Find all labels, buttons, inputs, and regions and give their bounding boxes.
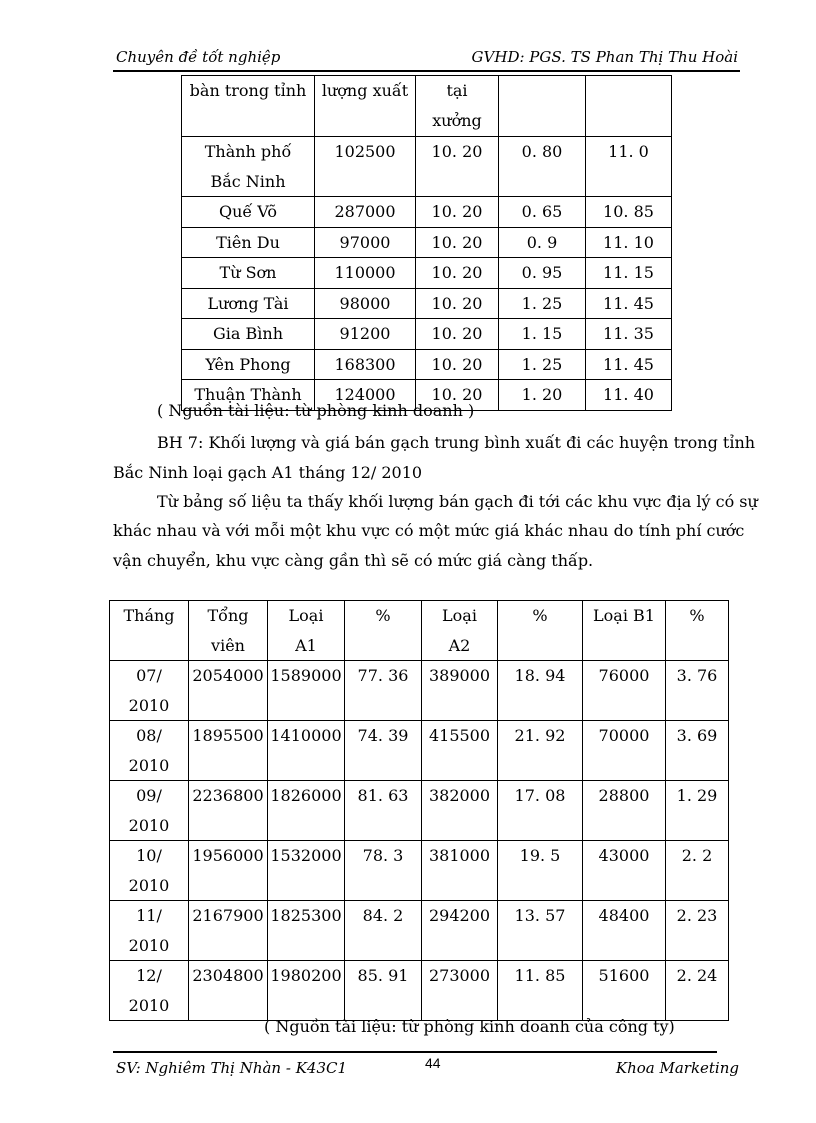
table-cell: 1589000 [268, 661, 345, 721]
table-cell: 1. 15 [499, 319, 586, 350]
table-cell: Yên Phong [182, 349, 315, 380]
table-cell: 17. 08 [498, 781, 583, 841]
table-row [110, 721, 729, 781]
table-cell: Thành phố Bắc Ninh [182, 137, 315, 197]
table-row [110, 901, 729, 961]
table-cell: 85. 91 [345, 961, 422, 1021]
table1-source: ( Nguồn tài liệu: từ phòng kinh doanh ) [157, 401, 475, 420]
table-cell: 97000 [315, 227, 416, 258]
table-cell: 13. 57 [498, 901, 583, 961]
table-cell: 11. 40 [586, 380, 672, 411]
table-cell: 11. 10 [586, 227, 672, 258]
table-cell: 07/ 2010 [110, 661, 189, 721]
table-cell: 1410000 [268, 721, 345, 781]
table-cell: 102500 [315, 137, 416, 197]
table-cell: 389000 [422, 661, 498, 721]
table-cell: 3. 69 [666, 721, 729, 781]
table-cell: 124000 [315, 380, 416, 411]
table-cell: 48400 [583, 901, 666, 961]
table-cell: 0. 80 [499, 137, 586, 197]
district-price-table [181, 75, 672, 411]
table-cell: 381000 [422, 841, 498, 901]
table-cell: Loại B1 [583, 601, 666, 661]
table-cell: % [498, 601, 583, 661]
table-cell: 11. 85 [498, 961, 583, 1021]
table-cell: 1. 25 [499, 288, 586, 319]
table-row [110, 781, 729, 841]
table-cell: bàn trong tỉnh [182, 76, 315, 137]
table-row [182, 76, 672, 137]
table-cell: Tiên Du [182, 227, 315, 258]
table-cell [499, 76, 586, 137]
table-cell: 11. 35 [586, 319, 672, 350]
table-cell: 74. 39 [345, 721, 422, 781]
table-row [110, 961, 729, 1021]
paragraph-line-1: Từ bảng số liệu ta thấy khối lượng bán gạch đi tới các khu vực địa lý có sự [157, 492, 758, 511]
table-cell: 1826000 [268, 781, 345, 841]
table-cell: 1980200 [268, 961, 345, 1021]
table-cell: 78. 3 [345, 841, 422, 901]
table-cell: 11. 0 [586, 137, 672, 197]
table-cell: 81. 63 [345, 781, 422, 841]
table-cell: 43000 [583, 841, 666, 901]
page-number: 44 [425, 1055, 441, 1071]
caption-line-1: BH 7: Khối lượng và giá bán gạch trung bình xuất đi các huyện trong tỉnh [157, 433, 756, 452]
table-cell: % [666, 601, 729, 661]
table-cell: 11. 45 [586, 349, 672, 380]
table-cell: Lương Tài [182, 288, 315, 319]
table-row [182, 197, 672, 228]
table-cell: 11/ 2010 [110, 901, 189, 961]
paragraph-line-2: khác nhau và với mỗi một khu vực có một mức giá khác nhau do tính phí cước [113, 521, 745, 540]
table-cell: 1895500 [189, 721, 268, 781]
table-cell: 287000 [315, 197, 416, 228]
table-cell: Loại A1 [268, 601, 345, 661]
table-cell: 2054000 [189, 661, 268, 721]
table-row [182, 349, 672, 380]
table-cell: Thuận Thành [182, 380, 315, 411]
table-cell: 84. 2 [345, 901, 422, 961]
table-cell: 10. 20 [416, 197, 499, 228]
table-cell: Tổng viên [189, 601, 268, 661]
table-cell: 2304800 [189, 961, 268, 1021]
table-cell: 2167900 [189, 901, 268, 961]
table2-source: ( Nguồn tài liệu: từ phòng kinh doanh của công ty) [264, 1017, 675, 1036]
table-cell: 1. 20 [499, 380, 586, 411]
table-cell: 0. 95 [499, 258, 586, 289]
table-cell: 0. 9 [499, 227, 586, 258]
caption-line-2: Bắc Ninh loại gạch A1 tháng 12/ 2010 [113, 463, 423, 482]
table-cell: 1. 25 [499, 349, 586, 380]
table-cell: Quế Võ [182, 197, 315, 228]
table-cell: 2. 23 [666, 901, 729, 961]
table-row [182, 137, 672, 197]
table-cell: 415500 [422, 721, 498, 781]
table-cell: 0. 65 [499, 197, 586, 228]
table-cell: 1825300 [268, 901, 345, 961]
table-cell: 2. 24 [666, 961, 729, 1021]
table-cell: 11. 15 [586, 258, 672, 289]
table-cell: 10/ 2010 [110, 841, 189, 901]
table-cell: 28800 [583, 781, 666, 841]
table-cell: 21. 92 [498, 721, 583, 781]
monthly-volume-table [109, 600, 729, 1021]
table-cell: 3. 76 [666, 661, 729, 721]
page-footer [113, 1051, 739, 1079]
table-row [182, 319, 672, 350]
header-left: Chuyên đề tốt nghiệp [116, 48, 281, 66]
table-row [182, 258, 672, 289]
table-row [182, 227, 672, 258]
table-cell: Tháng [110, 601, 189, 661]
table-cell: 1956000 [189, 841, 268, 901]
table-cell: Loại A2 [422, 601, 498, 661]
table-cell: 18. 94 [498, 661, 583, 721]
table-cell: 10. 20 [416, 258, 499, 289]
table-cell: 12/ 2010 [110, 961, 189, 1021]
table-cell: 51600 [583, 961, 666, 1021]
table-cell: 98000 [315, 288, 416, 319]
table-cell: 09/ 2010 [110, 781, 189, 841]
table-cell: 1532000 [268, 841, 345, 901]
table-cell: 76000 [583, 661, 666, 721]
table-row [110, 601, 729, 661]
footer-department: Khoa Marketing [615, 1059, 739, 1077]
table-cell: 10. 20 [416, 319, 499, 350]
footer-student: SV: Nghiêm Thị Nhàn - K43C1 [116, 1059, 348, 1077]
table-cell: 10. 85 [586, 197, 672, 228]
table-cell: 19. 5 [498, 841, 583, 901]
table-cell: 77. 36 [345, 661, 422, 721]
table-cell: 168300 [315, 349, 416, 380]
table-row [182, 288, 672, 319]
table-cell: 2. 2 [666, 841, 729, 901]
table-cell: 10. 20 [416, 288, 499, 319]
table-cell: 273000 [422, 961, 498, 1021]
table-cell: 08/ 2010 [110, 721, 189, 781]
table-cell: Từ Sơn [182, 258, 315, 289]
table-cell: 11. 45 [586, 288, 672, 319]
paragraph-line-3: vận chuyển, khu vực càng gần thì sẽ có mức giá càng thấp. [113, 551, 594, 570]
table-row [110, 841, 729, 901]
table-cell: 294200 [422, 901, 498, 961]
table-row [110, 661, 729, 721]
table-cell: 1. 29 [666, 781, 729, 841]
table-cell: 10. 20 [416, 227, 499, 258]
table-cell: 70000 [583, 721, 666, 781]
table-cell: tại xưởng [416, 76, 499, 137]
table-cell [586, 76, 672, 137]
table-cell: 10. 20 [416, 137, 499, 197]
table-cell: 91200 [315, 319, 416, 350]
table-cell: 10. 20 [416, 349, 499, 380]
table-cell: % [345, 601, 422, 661]
table-cell: 2236800 [189, 781, 268, 841]
table-cell: lượng xuất [315, 76, 416, 137]
table-cell: 10. 20 [416, 380, 499, 411]
table-cell: Gia Bình [182, 319, 315, 350]
page-header [113, 46, 740, 72]
table-cell: 382000 [422, 781, 498, 841]
header-right: GVHD: PGS. TS Phan Thị Thu Hoài [471, 48, 738, 66]
table-cell: 110000 [315, 258, 416, 289]
